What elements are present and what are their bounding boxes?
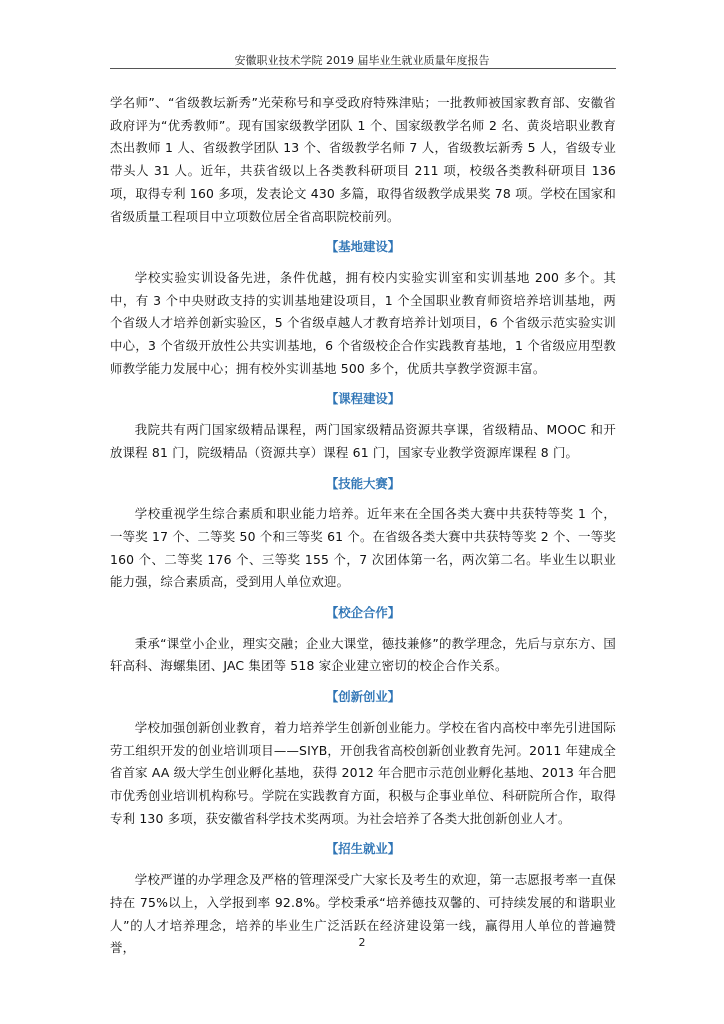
page-number: 2 [358,936,366,949]
section-heading-school-enterprise: 【校企合作】 [325,605,401,621]
section-paragraph-school-enterprise: 秉承“课堂小企业，理实交融；企业大课堂，德技兼修”的教学理念，先后与京东方、国轩高科、海螺集团、JAC 集团等 518 家企业建立密切的校企合作关系。 [110,635,616,674]
section-heading-skills-competition: 【技能大赛】 [325,475,401,491]
intro-paragraph: 学名师”、“省级教坛新秀”光荣称号和享受政府特殊津贴；一批教师被国家教育部、安徽省政府评为“优秀教师”。现有国家级教学团队 1 个、国家级教学名师 2 名、黄炎培职业教育杰出教师 1 人、省级教学团队 13 个、省级教学名师 7 人，省级教坛新秀 5 人，省级专业带头人 31 人。近年，共获省级以上各类教科研项目 211 项，校级各类教科研项目 136 项，取得专利 160 多项，发表论文 430 多篇，取得省级教学成果奖 78 项。学校在国家和省级质量工程项目中立项数位居全省高职院校前列。 [110,95,616,224]
section-heading-enrollment: 【招生就业】 [325,841,401,857]
section-paragraph-skills-competition: 学校重视学生综合素质和职业能力培养。近年来在全国各类大赛中共获特等奖 1 个，一等奖 17 个、二等奖 50 个和三等奖 61 个。在省级各类大赛中共获特等奖 2 个、一等奖 160 个、二等奖 176 个、三等奖 155 个，7 次团体第一名，两次第二名。毕业生以职业能力强，综合素质高，受到用人单位欢迎。 [110,506,616,590]
section-paragraph-course-construction: 我院共有两门国家级精品课程，两门国家级精品资源共享课，省级精品、MOOC 和开放课程 81 门，院级精品（资源共享）课程 61 门，国家专业教学资源库课程 8 门。 [110,422,616,460]
section-paragraph-base-construction: 学校实验实训设备先进，条件优越，拥有校内实验实训室和实训基地 200 多个。其中，有 3 个中央财政支持的实训基地建设项目，1 个全国职业教育师资培养培训基地，两个省级人才培养创新实验区，5 个省级卓越人才教育培养计划项目，6 个省级示范实验实训中心，3 个省级开放性公共实训基地，6 个省级校企合作实践教育基地，1 个省级应用型教师教学能力发展中心；拥有校外实训基地 500 多个，优质共享教学资源丰富。 [110,269,616,376]
section-paragraph-enrollment: 学校严谨的办学理念及严格的管理深受广大家长及考生的欢迎，第一志愿报考率一直保持在 75%以上，入学报到率 92.8%。学校秉承“培养德技双馨的、可持续发展的和谐职业人”的人才培养理念，培养的毕业生广泛活跃在经济建设第一线，赢得用人单位的普遍赞誉， [110,872,616,956]
section-heading-base-construction: 【基地建设】 [325,239,401,255]
page-header: 安徽职业技术学院 2019 届毕业生就业质量年度报告 [234,54,490,67]
section-heading-innovation: 【创新创业】 [325,689,401,705]
section-heading-course-construction: 【课程建设】 [325,391,401,407]
document-body [110,92,616,960]
header-divider [110,68,616,69]
section-paragraph-innovation: 学校加强创新创业教育，着力培养学生创新创业能力。学校在省内高校中率先引进国际劳工组织开发的创业培训项目——SIYB，开创我省高校创新创业教育先河。2011 年建成全省首家 AA 级大学生创业孵化基地，获得 2012 年合肥市示范创业孵化基地、2013 年合肥市优秀创业培训机构称号。学院在实践教育方面，积极与企事业单位、科研院所合作，取得专利 130 多项，获安徽省科学技术奖两项。为社会培养了各类大批创新创业人才。 [110,719,616,826]
